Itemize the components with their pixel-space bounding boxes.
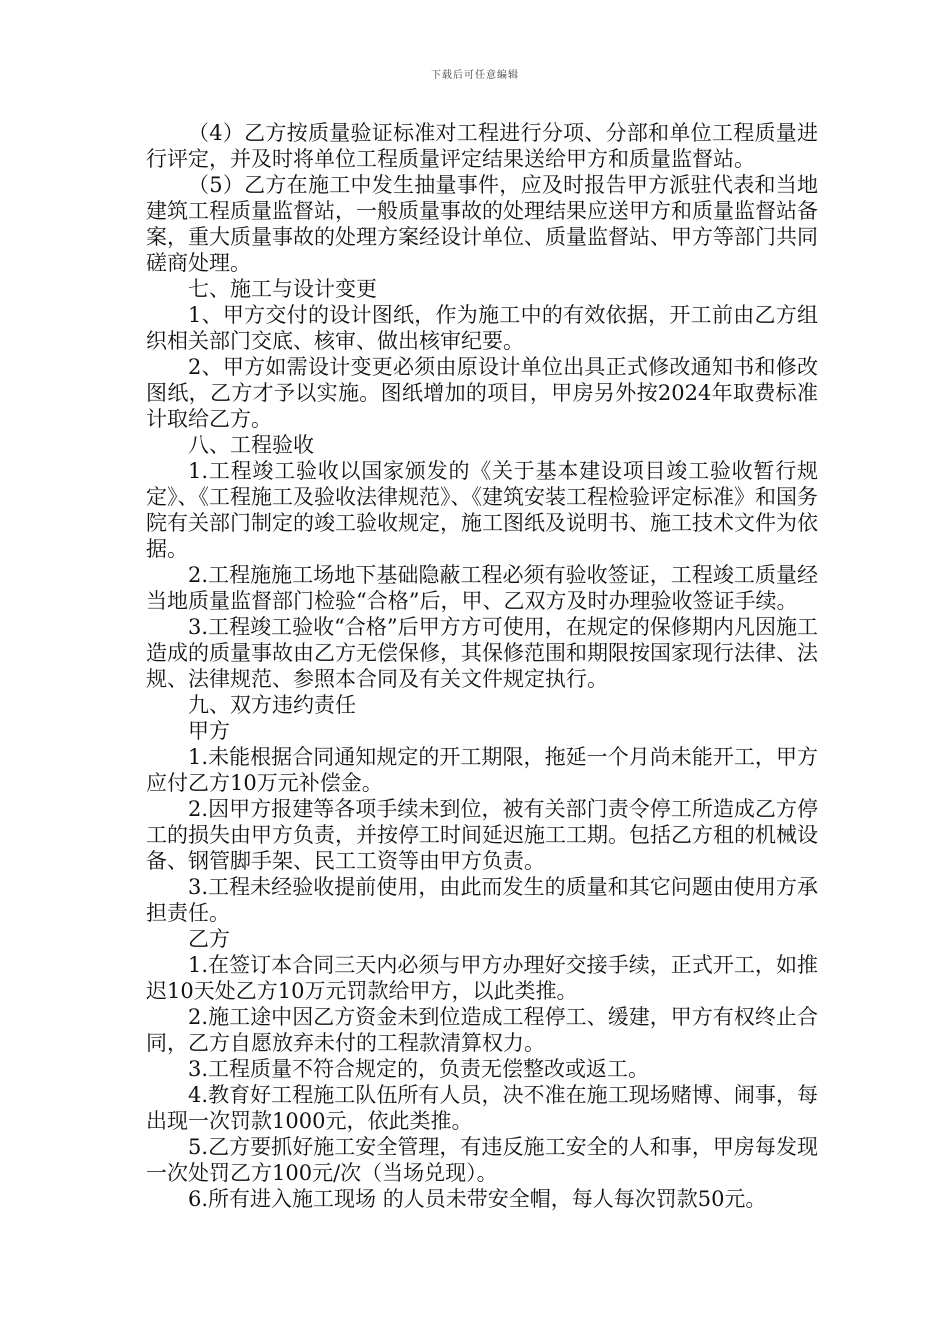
paragraph: 1.工程竣工验收以国家颁发的《关于基本建设项目竣工验收暂行规定》、《工程施工及验收法律规范》、《建筑安装工程检验评定标准》和国务院有关部门制定的竣工验收规定，施工图纸及说明书、施工技术文件为依据。 bbox=[146, 459, 818, 561]
paragraph: 2.工程施施工场地下基础隐蔽工程必须有验收签证，工程竣工质量经当地质量监督部门检验“合格”后，甲、乙双方及时办理验收签证手续。 bbox=[146, 563, 818, 613]
paragraph: 3.工程未经验收提前使用，由此而发生的质量和其它问题由使用方承担责任。 bbox=[146, 875, 818, 925]
paragraph: 3.工程质量不符合规定的，负责无偿整改或返工。 bbox=[188, 1057, 650, 1081]
paragraph: 1、甲方交付的设计图纸，作为施工中的有效依据，开工前由乙方组织相关部门交底、核审、做出核审纪要。 bbox=[146, 303, 818, 353]
paragraph: 2、甲方如需设计变更必须由原设计单位出具正式修改通知书和修改图纸，乙方才予以实施。图纸增加的项目，甲房另外按2024年取费标准计取给乙方。 bbox=[146, 355, 818, 431]
subsection-heading: 甲方 bbox=[188, 719, 230, 743]
section-heading: 九、双方违约责任 bbox=[188, 693, 356, 717]
paragraph: 2.因甲方报建等各项手续未到位，被有关部门责令停工所造成乙方停工的损失由甲方负责，并按停工时间延迟施工工期。包括乙方租的机械设备、钢管脚手架、民工工资等由甲方负责。 bbox=[146, 797, 818, 873]
paragraph: 2.施工途中因乙方资金未到位造成工程停工、缓建，甲方有权终止合同，乙方自愿放弃未付的工程款清算权力。 bbox=[146, 1005, 818, 1055]
subsection-heading: 乙方 bbox=[188, 927, 230, 951]
paragraph: 1.未能根据合同通知规定的开工期限，拖延一个月尚未能开工，甲方应付乙方10万元补偿金。 bbox=[146, 745, 818, 795]
document-body bbox=[146, 120, 818, 1212]
paragraph: （5）乙方在施工中发生抽量事件，应及时报告甲方派驻代表和当地建筑工程质量监督站，一般质量事故的处理结果应送甲方和质量监督站备案，重大质量事故的处理方案经设计单位、质量监督站、甲方等部门共同磋商处理。 bbox=[146, 173, 818, 275]
paragraph: 1.在签订本合同三天内必须与甲方办理好交接手续，正式开工，如推迟10天处乙方10万元罚款给甲方，以此类推。 bbox=[146, 953, 818, 1003]
paragraph: 3.工程竣工验收“合格”后甲方方可使用，在规定的保修期内凡因施工造成的质量事故由乙方无偿保修，其保修范围和期限按国家现行法律、法规、法律规范、参照本合同及有关文件规定执行。 bbox=[146, 615, 818, 691]
page-header: 下载后可任意编辑 bbox=[431, 70, 519, 81]
paragraph: 4.教育好工程施工队伍所有人员，决不准在施工现场赌博、闹事，每出现一次罚款1000元，依此类推。 bbox=[146, 1083, 818, 1133]
paragraph: 6.所有进入施工现场 的人员未带安全帽，每人每次罚款50元。 bbox=[188, 1187, 767, 1211]
paragraph: 5.乙方要抓好施工安全管理，有违反施工安全的人和事，甲房每发现一次处罚乙方100元/次（当场兑现）。 bbox=[146, 1135, 818, 1185]
paragraph: （4）乙方按质量验证标准对工程进行分项、分部和单位工程质量进行评定，并及时将单位工程质量评定结果送给甲方和质量监督站。 bbox=[146, 121, 818, 171]
section-heading: 七、施工与设计变更 bbox=[188, 277, 377, 301]
section-heading: 八、工程验收 bbox=[188, 433, 314, 457]
